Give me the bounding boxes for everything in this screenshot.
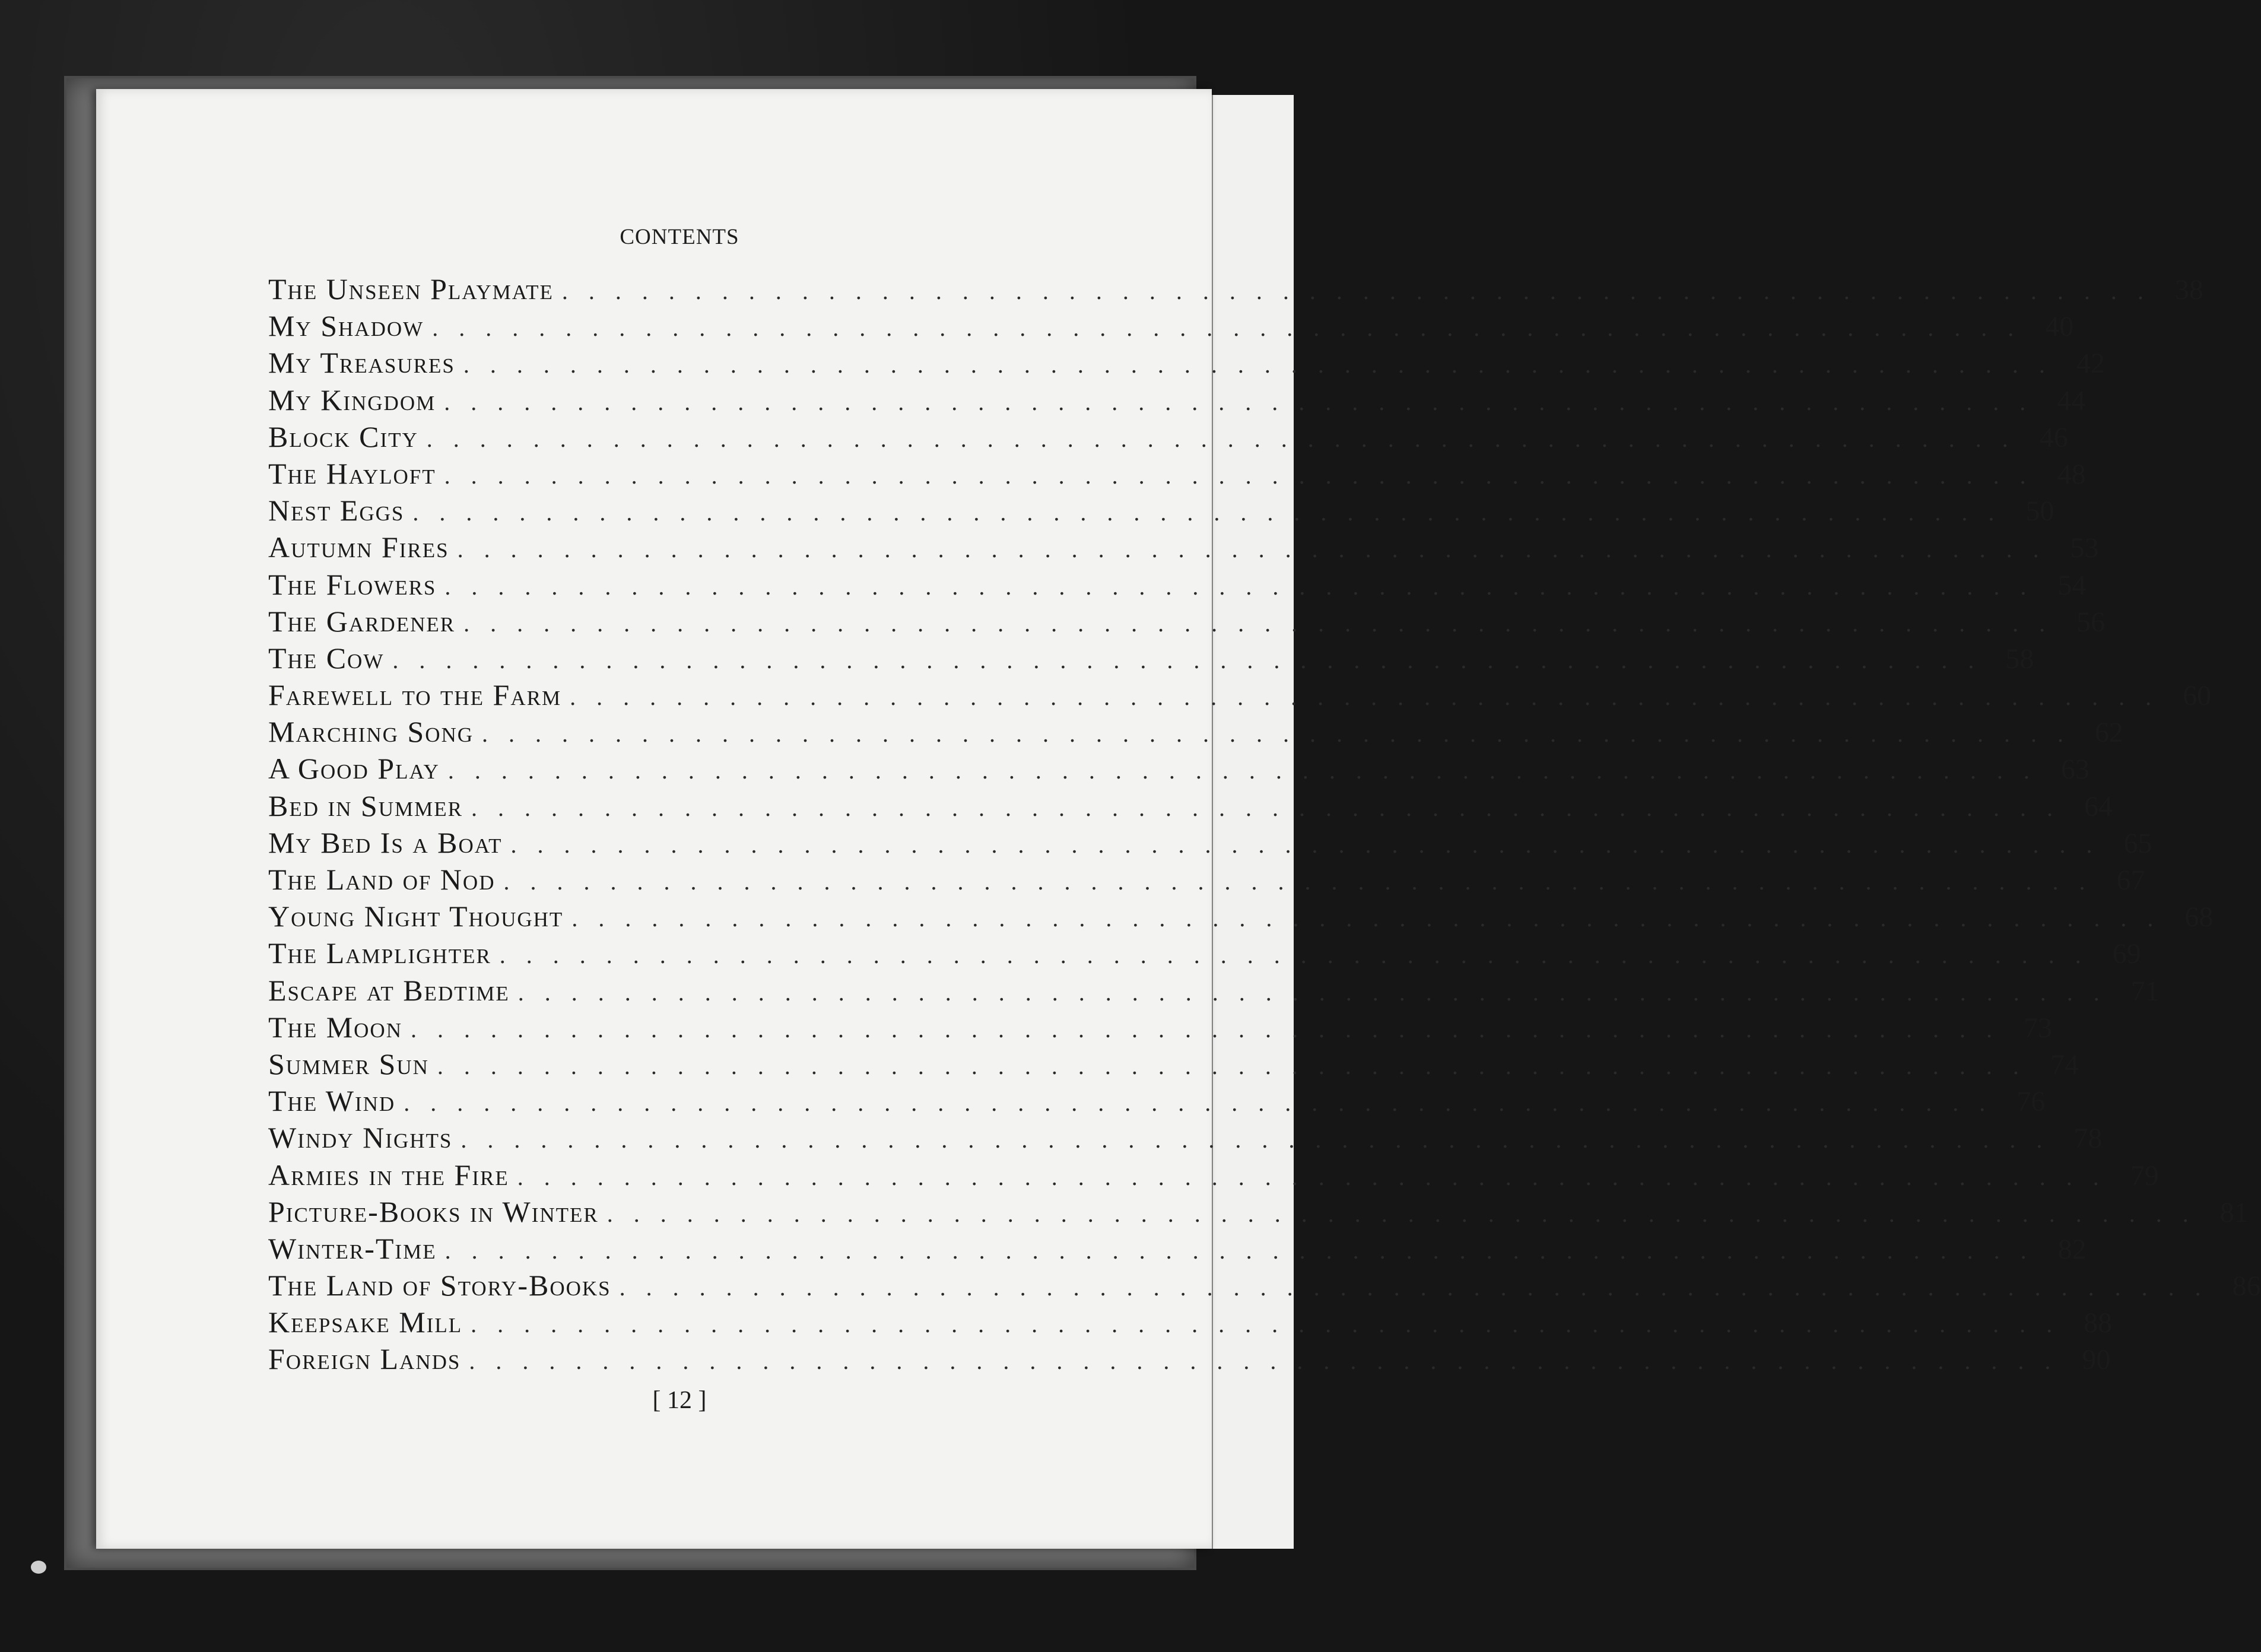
toc-entry-title: Young Night Thought — [268, 900, 564, 933]
toc-entry — [268, 530, 2099, 567]
toc-entry-title: The Cow — [268, 641, 385, 675]
toc-entry-title: Foreign Lands — [268, 1342, 461, 1376]
page-number: [ 12 ] — [652, 1387, 707, 1414]
toc-entry-title: My Bed Is a Boat — [268, 825, 503, 859]
dot-leader: ............................................................ — [457, 536, 2060, 563]
toc-entry — [268, 1084, 2046, 1120]
toc-entry-page: 79 — [2130, 1159, 2159, 1192]
toc-entry-page: 73 — [2023, 1012, 2052, 1044]
toc-entry — [268, 272, 2203, 309]
dot-leader: ............................................................ — [447, 757, 2050, 784]
toc-entry-page: 78 — [2073, 1123, 2103, 1155]
toc-entry-page: 64 — [2084, 790, 2113, 822]
toc-entry — [268, 1305, 2113, 1342]
dot-leader: ............................................................ — [412, 499, 2015, 526]
toc-entry — [268, 456, 2086, 493]
toc-entry-title: Winter-Time — [268, 1231, 437, 1265]
dot-leader: ............................................................ — [503, 868, 2106, 895]
toc-entry-page: 65 — [2123, 827, 2152, 859]
toc-entry-title: The Gardener — [268, 604, 456, 638]
toc-entry-page: 67 — [2116, 865, 2145, 896]
dot-leader: ............................................................ — [437, 1052, 2040, 1079]
toc-entry-title: My Treasures — [268, 346, 455, 380]
dot-leader: ............................................................ — [392, 646, 1995, 673]
dot-leader: ............................................................ — [619, 1274, 2222, 1301]
toc-entry-title: Autumn Fires — [268, 530, 449, 564]
dot-leader: ............................................................ — [517, 1163, 2120, 1190]
toc-entry — [268, 641, 2034, 678]
toc-entry-title: Marching Song — [268, 715, 474, 749]
toc-entry — [268, 1158, 2159, 1194]
toc-entry — [268, 1268, 2261, 1305]
toc-entry-title: Summer Sun — [268, 1047, 429, 1081]
toc-entry-title: The Lamplighter — [268, 936, 491, 970]
dot-leader: ............................................................ — [471, 794, 2073, 821]
toc-entry-page: 63 — [2060, 754, 2089, 786]
toc-entry — [268, 383, 2086, 420]
toc-entry — [268, 1231, 2087, 1268]
dot-leader: ............................................................ — [432, 314, 2035, 342]
toc-entry-page: 69 — [2112, 938, 2141, 970]
toc-entry-title: Block City — [268, 420, 418, 453]
dot-leader: ............................................................ — [410, 1015, 2013, 1043]
toc-entry-title: The Land of Nod — [268, 863, 496, 896]
toc-entry-title: Picture-Books in Winter — [268, 1194, 599, 1228]
dot-leader: ............................................................ — [463, 351, 2066, 379]
toc-entry — [268, 973, 2160, 1010]
toc-entry — [268, 1342, 2111, 1378]
toc-entry-page: 60 — [2183, 680, 2212, 712]
toc-entry-page: 62 — [2095, 717, 2124, 749]
toc-entry-page: 54 — [2057, 569, 2087, 601]
dot-leader: ............................................................ — [469, 1348, 2072, 1375]
dot-leader: ............................................................ — [561, 278, 2164, 304]
toc-entry-page: 88 — [2084, 1307, 2113, 1339]
toc-entry-page: 40 — [2045, 311, 2074, 343]
dot-leader: ............................................................ — [404, 1089, 2006, 1117]
table-of-contents — [268, 272, 2261, 1379]
toc-entry-title: My Kingdom — [268, 383, 436, 417]
toc-entry — [268, 678, 2212, 714]
toc-entry — [268, 604, 2106, 641]
toc-entry — [268, 1010, 2052, 1047]
toc-entry-title: A Good Play — [268, 752, 440, 786]
dot-leader: ............................................................ — [444, 1237, 2047, 1264]
toc-entry — [268, 862, 2145, 899]
dot-leader: ............................................................ — [499, 942, 2102, 969]
dot-leader: ............................................................ — [471, 1311, 2073, 1338]
toc-entry — [268, 309, 2074, 345]
dot-leader: ............................................................ — [444, 462, 2047, 489]
toc-entry-page: 71 — [2130, 975, 2160, 1007]
toc-entry-page: 82 — [2057, 1233, 2087, 1265]
toc-entry-page: 53 — [2070, 532, 2099, 564]
toc-entry-title: The Moon — [268, 1010, 402, 1044]
toc-entry-title: Windy Nights — [268, 1121, 453, 1155]
toc-entry-title: The Land of Story-Books — [268, 1269, 611, 1302]
toc-entry-page: 38 — [2174, 274, 2203, 306]
toc-entry-page: 50 — [2025, 495, 2054, 528]
toc-entry — [268, 493, 2054, 530]
dot-leader: ............................................................ — [426, 425, 2029, 452]
dot-leader: ............................................................ — [571, 905, 2174, 932]
toc-entry-title: My Shadow — [268, 309, 424, 343]
toc-entry — [268, 714, 2124, 751]
toc-entry-title: Keepsake Mill — [268, 1305, 463, 1339]
toc-entry — [268, 420, 2068, 456]
dot-leader: ............................................................ — [510, 831, 2113, 858]
dot-leader: ............................................................ — [461, 1126, 2063, 1154]
toc-entry-title: Nest Eggs — [268, 494, 405, 528]
toc-entry-page: 74 — [2050, 1049, 2079, 1081]
dot-leader: ............................................................ — [463, 609, 2066, 637]
toc-entry-page: 56 — [2076, 606, 2106, 638]
toc-entry-page: 42 — [2076, 348, 2105, 380]
toc-entry-page: 58 — [2005, 643, 2034, 675]
toc-entry-page: 90 — [2082, 1344, 2111, 1376]
toc-entry-page: 81 — [2219, 1196, 2249, 1228]
toc-entry — [268, 345, 2105, 382]
toc-entry — [268, 1194, 2249, 1231]
toc-entry-title: Farewell to the Farm — [268, 678, 562, 712]
toc-entry-page: 48 — [2057, 458, 2086, 490]
toc-entry — [268, 1047, 2079, 1084]
dust-speck — [31, 1561, 46, 1574]
toc-entry-title: The Unseen Playmate — [268, 272, 554, 306]
toc-entry-title: Armies in the Fire — [268, 1158, 509, 1192]
toc-entry-page: 68 — [2184, 901, 2214, 933]
dot-leader: ............................................................ — [517, 979, 2120, 1006]
toc-entry — [268, 567, 2087, 604]
toc-entry — [268, 825, 2152, 862]
toc-entry-title: The Flowers — [268, 567, 437, 601]
toc-entry — [268, 899, 2214, 936]
toc-entry — [268, 1120, 2103, 1157]
toc-entry — [268, 789, 2113, 825]
toc-entry-page: 44 — [2057, 385, 2086, 417]
contents-heading: CONTENTS — [620, 225, 739, 249]
toc-entry-page: 86 — [2232, 1270, 2261, 1302]
toc-entry — [268, 751, 2089, 788]
toc-entry — [268, 936, 2141, 973]
dot-leader: ............................................................ — [570, 684, 2173, 711]
toc-entry-page: 76 — [2017, 1086, 2046, 1118]
toc-entry-page: 46 — [2039, 421, 2068, 453]
dot-leader: ............................................................ — [482, 720, 2085, 748]
toc-entry-title: Bed in Summer — [268, 789, 463, 822]
dot-leader: ............................................................ — [444, 388, 2047, 415]
toc-entry-title: The Hayloft — [268, 456, 436, 490]
dot-leader: ............................................................ — [444, 573, 2047, 600]
dot-leader: ............................................................ — [606, 1200, 2209, 1227]
toc-entry-title: The Wind — [268, 1084, 396, 1118]
toc-entry-title: Escape at Bedtime — [268, 973, 510, 1007]
